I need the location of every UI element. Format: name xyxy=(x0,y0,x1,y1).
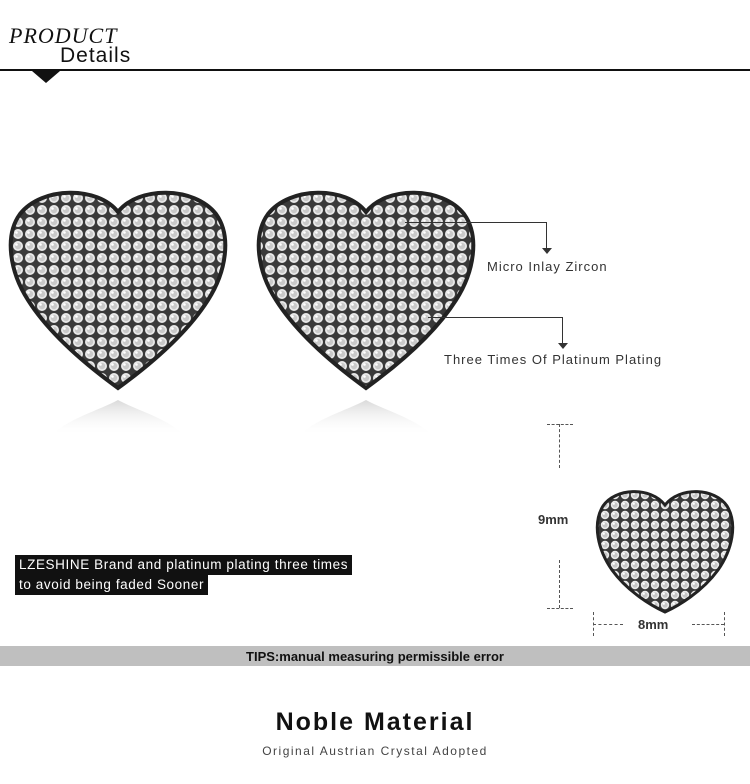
feature-title: Noble Material xyxy=(275,708,475,736)
callout-zircon-label: Micro Inlay Zircon xyxy=(487,259,608,274)
brand-caption-line1: LZESHINE Brand and platinum plating three times xyxy=(15,555,352,575)
callout-zircon-arrow-icon xyxy=(542,248,552,254)
header-title-details: Details xyxy=(60,44,132,67)
callout-plating-line xyxy=(428,317,563,318)
dim-height-line-top xyxy=(559,424,560,468)
callout-plating-arrow-icon xyxy=(558,343,568,349)
callout-zircon-line xyxy=(405,222,547,223)
dim-height-label: 9mm xyxy=(538,512,569,527)
dim-width-line-left xyxy=(593,624,623,625)
heart-earring-left xyxy=(11,193,226,436)
heart-earring-right xyxy=(259,193,474,436)
tips-bar xyxy=(0,646,750,666)
dim-width-line-right xyxy=(692,624,724,625)
heart-earring-size-reference xyxy=(597,492,732,612)
dim-width-right-tick xyxy=(724,612,725,636)
callout-plating-label: Three Times Of Platinum Plating xyxy=(444,352,663,367)
feature-subtitle: Original Austrian Crystal Adopted xyxy=(262,744,488,758)
dim-height-top-tick xyxy=(547,424,573,425)
dim-height-bottom-tick xyxy=(547,608,573,609)
dim-width-label: 8mm xyxy=(638,617,669,632)
header-title-product: PRODUCT xyxy=(9,23,118,48)
brand-caption-line2: to avoid being faded Sooner xyxy=(15,575,208,595)
tips-text: TIPS:manual measuring permissible error xyxy=(246,648,504,664)
dim-height-line-bottom xyxy=(559,560,560,608)
